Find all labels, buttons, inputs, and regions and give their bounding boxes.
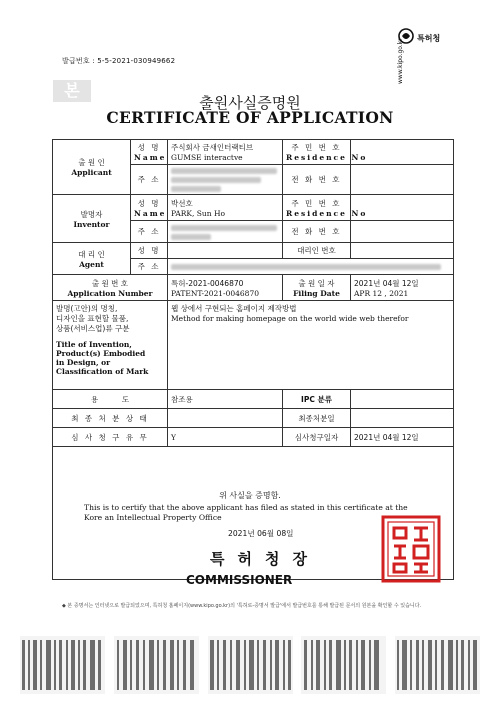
barcode-2-icon [114,636,199,694]
barcode-3-icon [208,636,293,694]
barcode-5-icon [395,636,480,694]
applicant-name-label: 성 명 Name [131,140,168,165]
exam-date-value: 2021년 04월 12일 [351,428,454,447]
agency-logo-text: 특허청 [417,34,441,43]
exam-request-row [53,428,454,447]
ipc-label: IPC 분류 [283,390,351,409]
exam-request-label: 심 사 청 구 유 무 [53,428,168,447]
certify-statement-korean: 위 사실을 증명함. [219,491,281,500]
verification-codes [20,636,480,696]
final-status-label: 최 종 처 분 상 태 [53,409,168,428]
exam-date-label: 심사청구일자 [283,428,351,447]
inventor-address-label: 주 소 [131,221,168,243]
use-value: 참조용 [168,390,283,409]
applicant-phone-value [351,165,454,195]
final-status-value [168,409,283,428]
page-title-korean: 출원사실증명원 [199,94,301,112]
agent-number-value [351,243,454,259]
copy-watermark: 본 [53,80,91,102]
inventor-phone-value [351,221,454,243]
applicant-address-redacted [168,165,283,195]
ipc-value [351,390,454,409]
use-label: 용 도 [53,390,168,409]
invention-title-value: 웹 상에서 구현되는 홈페이지 제작방법 Method for making homepage on the world wide web therefor [168,301,454,390]
inventor-phone-label: 전 화 번 호 [283,221,351,243]
inventor-section-label: 발명자 Inventor [53,195,131,243]
applicant-resident-label: 주 민 번 호 Residence No [283,140,351,165]
agent-number-label: 대리인 번호 [283,243,351,259]
application-number-value: 특허-2021-0046870 PATENT-2021-0046870 [168,275,283,301]
application-number-label: 출 원 번 호 Application Number [53,275,168,301]
issue-number: 발급번호 : 5-5-2021-030949662 [62,57,176,65]
inventor-address-redacted [168,221,283,243]
inventor-name-value: 박선호 PARK, Sun Ho [168,195,283,221]
agent-name-row [53,243,454,259]
agent-address-redacted [168,259,454,275]
applicant-name-value: 주식회사 금새인터랙티브 GUMSE interactve [168,140,283,165]
use-row [53,390,454,409]
agent-section-label: 대 리 인 Agent [53,243,131,275]
inventor-resident-label: 주 민 번 호 Residence No [283,195,351,221]
svg-text:www.kipo.go.kr: www.kipo.go.kr [397,38,404,84]
inventor-name-label: 성 명 Name [131,195,168,221]
issuance-notice: ◆ 본 증명서는 인터넷으로 발급되었으며, 특허청 홈페이지(www.kipo.go.kr)의 '특허로-증명서 발급'에서 발급번호를 통해 발급된 문서의 원본을 확인할 수 있습니다. [62,603,422,609]
applicant-section-label: 출 원 인 Applicant [53,140,131,195]
final-status-row [53,409,454,428]
barcode-4-icon [301,636,386,694]
issue-date: 2021년 06월 08일 [228,529,294,538]
final-date-value [351,409,454,428]
exam-request-value: Y [168,428,283,447]
commissioner-korean: 특허청장 [210,550,320,568]
official-seal-icon [380,514,442,584]
agent-address-label: 주 소 [131,259,168,275]
applicant-address-label: 주 소 [131,165,168,195]
agent-name-value [168,243,283,259]
applicant-name-row [53,140,454,165]
agent-name-label: 성 명 [131,243,168,259]
inventor-name-row [53,195,454,221]
final-date-label: 최종처분일 [283,409,351,428]
commissioner-english: COMMISSIONER [186,573,293,587]
certify-statement-english: This is to certify that the above applicant has filed as stated in this certificate at the Kore an Intellectual Property Office [84,503,408,522]
filing-date-value: 2021년 04월 12일 APR 12 , 2021 [351,275,454,301]
invention-title-label: 발명(고안)의 명칭, 디자인을 표현할 물품, 상품(서비스업)류 구분 Title of Invention, Product(s) Embodied in Design, or Classification of Mark [53,301,168,390]
application-row [53,275,454,301]
filing-date-label: 출 원 일 자 Filing Date [283,275,351,301]
invention-title-row [53,301,454,390]
applicant-phone-label: 전 화 번 호 [283,165,351,195]
barcode-1-icon [20,636,105,694]
page-title-english: CERTIFICATE OF APPLICATION [106,108,394,127]
